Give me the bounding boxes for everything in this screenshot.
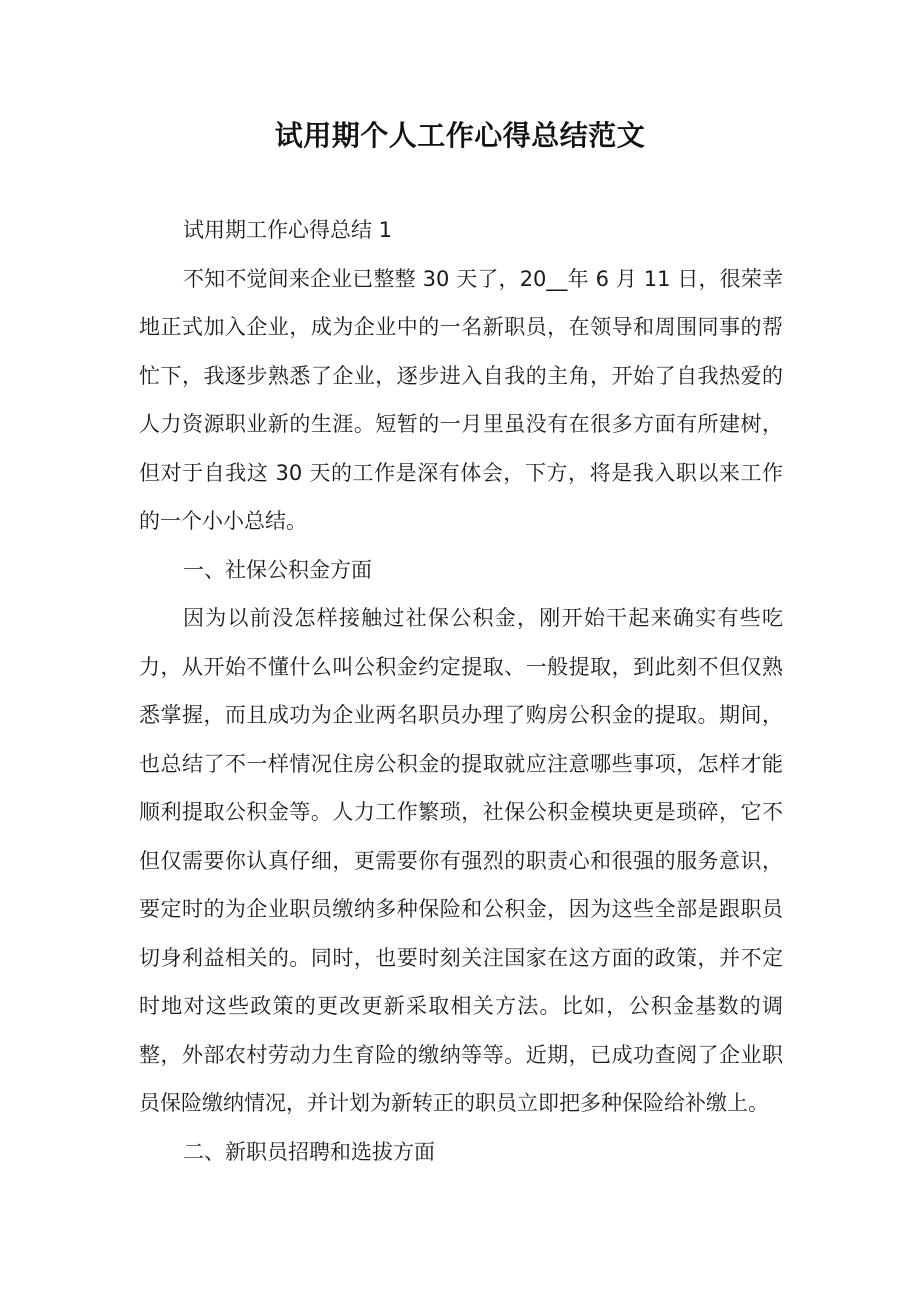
social-security-paragraph: 因为以前没怎样接触过社保公积金，刚开始干起来确实有些吃力，从开始不懂什么叫公积金约定提取、一般提取，到此刻不但仅熟悉掌握，而且成功为企业两名职员办理了购房公积金的提取。期间，也总结了不一样情况住房公积金的提取就应注意哪些事项，怎样才能顺利提取公积金等。人力工作繁琐，社保公积金模块更是琐碎，它不但仅需要你认真仔细，更需要你有强烈的职责心和很强的服务意识，要定时的为企业职员缴纳多种保险和公积金，因为这些全部是跟职员切身利益相关的。同时，也要时刻关注国家在这方面的政策，并不定时地对这些政策的更改更新采取相关方法。比如，公积金基数的调整，外部农村劳动力生育险的缴纳等等。近期，已成功查阅了企业职员保险缴纳情况，并计划为新转正的职员立即把多种保险给补缴上。	[139, 606, 783, 1115]
document-body	[139, 206, 783, 1176]
intro-paragraph: 不知不觉间来企业已整整 30 天了，20__年 6 月 11 日，很荣幸地正式加入企业，成为企业中的一名新职员，在领导和周围同事的帮忙下，我逐步熟悉了企业，逐步进入自我的主角，开始了自我热爱的人力资源职业新的生涯。短暂的一月里虽没有在很多方面有所建树，但对于自我这 30 天的工作是深有体会，下方，将是我入职以来工作的一个小小总结。	[139, 266, 783, 533]
document-title: 试用期个人工作心得总结范文	[274, 119, 646, 152]
subtitle-paragraph: 试用期工作心得总结 1	[183, 218, 393, 242]
section-heading-social-security: 一、社保公积金方面	[183, 557, 372, 582]
section-heading-recruitment: 二、新职员招聘和选拔方面	[183, 1139, 435, 1164]
